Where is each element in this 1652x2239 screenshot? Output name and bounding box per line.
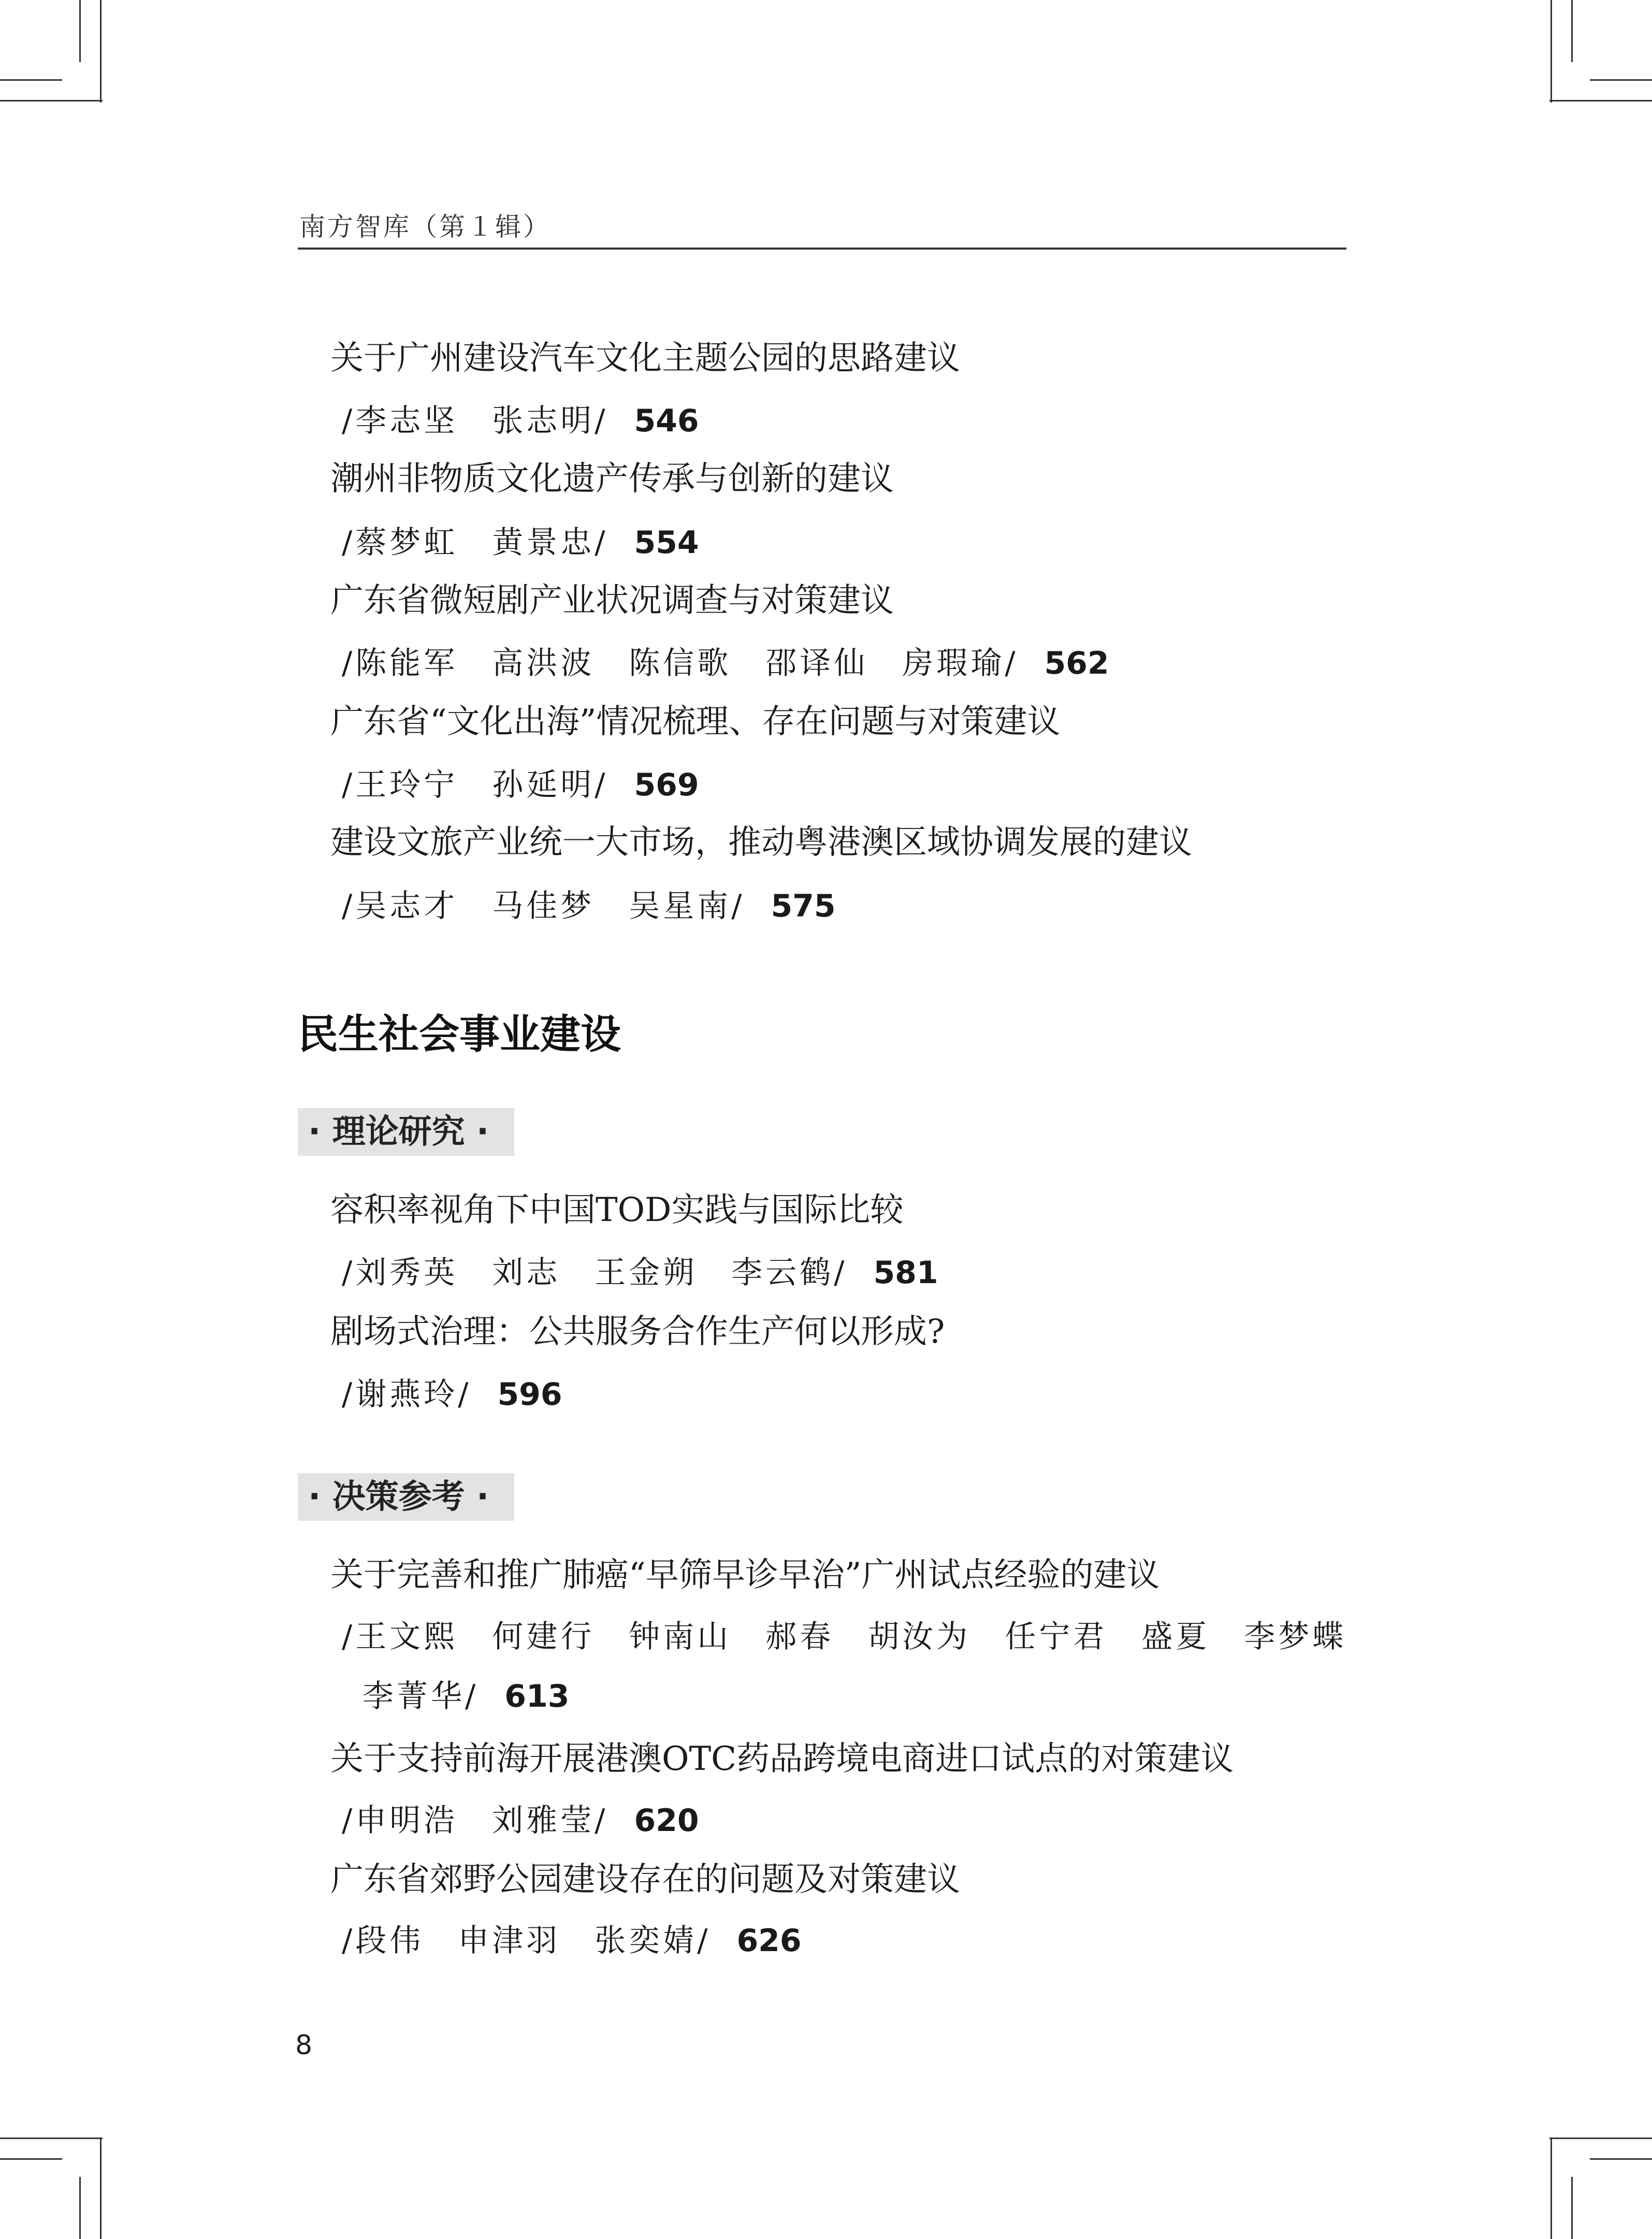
crop-mark-top-left-v [100, 0, 102, 103]
crop-mark-bottom-right-h2 [1590, 2158, 1652, 2160]
toc-entry-authors: /段伟 申津羽 张奕婧/ 626 [342, 1923, 802, 1959]
toc-entry-title[interactable]: 广东省微短剧产业状况调查与对策建议 [330, 581, 894, 620]
crop-mark-bottom-left-v2 [79, 2177, 81, 2239]
toc-page-number: 626 [736, 1923, 802, 1959]
toc-entry-title[interactable]: 关于完善和推广肺癌“早筛早诊早治”广州试点经验的建议 [330, 1556, 1160, 1594]
toc-entry-authors: /陈能军 高洪波 陈信歌 邵译仙 房瑕瑜/ 562 [342, 645, 1109, 681]
toc-entry-authors: /吴志才 马佳梦 吴星南/ 575 [342, 888, 836, 924]
crop-mark-bottom-left-h2 [0, 2158, 62, 2160]
crop-mark-top-left-v2 [79, 0, 81, 62]
toc-entry-title[interactable]: 建设文旅产业统一大市场，推动粤港澳区域协调发展的建议 [330, 823, 1192, 862]
toc-entry-authors: /王玲宁 孙延明/ 569 [342, 767, 699, 803]
toc-page-number: 562 [1044, 645, 1109, 681]
crop-mark-bottom-right-v [1550, 2138, 1552, 2239]
toc-page-number: 546 [634, 403, 699, 439]
subsection-tag-theory: · 理论研究 · [298, 1108, 514, 1156]
toc-entry-authors: /蔡梦虹 黄景忠/ 554 [342, 525, 699, 561]
toc-page-number: 581 [873, 1255, 938, 1291]
page-folio: 8 [295, 2030, 313, 2061]
toc-page-number: 613 [504, 1678, 570, 1714]
toc-entry-authors-continued: 李菁华/ 613 [363, 1678, 570, 1714]
crop-mark-top-right-v [1550, 0, 1552, 103]
crop-mark-bottom-right-v2 [1571, 2177, 1573, 2239]
subsection-tag-policy: · 决策参考 · [298, 1473, 514, 1521]
section-heading: 民生社会事业建设 [298, 1011, 621, 1058]
toc-entry-authors: /王文熙 何建行 钟南山 郝春 胡汝为 任宁君 盛夏 李梦蝶 [342, 1619, 1347, 1655]
toc-page-number: 569 [634, 767, 699, 803]
crop-mark-top-right-h [1549, 100, 1652, 101]
toc-page-number: 596 [497, 1376, 562, 1413]
toc-entry-title[interactable]: 剧场式治理：公共服务合作生产何以形成? [330, 1313, 945, 1351]
crop-mark-bottom-left-h [0, 2138, 103, 2139]
crop-mark-top-right-v2 [1571, 0, 1573, 62]
toc-entry-title[interactable]: 关于支持前海开展港澳OTC药品跨境电商进口试点的对策建议 [330, 1740, 1234, 1778]
crop-mark-top-left-h2 [0, 79, 62, 81]
running-header: 南方智库（第１辑） [299, 212, 551, 242]
toc-entry-title[interactable]: 广东省郊野公园建设存在的问题及对策建议 [330, 1860, 960, 1899]
toc-entry-title[interactable]: 关于广州建设汽车文化主题公园的思路建议 [330, 339, 960, 377]
toc-page-number: 620 [634, 1802, 699, 1839]
toc-entry-authors: /李志坚 张志明/ 546 [342, 403, 699, 439]
toc-entry-authors: /谢燕玲/ 596 [342, 1376, 562, 1413]
toc-entry-title[interactable]: 容积率视角下中国TOD实践与国际比较 [330, 1191, 904, 1229]
toc-entry-title[interactable]: 潮州非物质文化遗产传承与创新的建议 [330, 460, 894, 498]
crop-mark-top-left-h [0, 100, 103, 101]
crop-mark-bottom-left-v [100, 2138, 102, 2239]
crop-mark-bottom-right-h [1549, 2138, 1652, 2139]
header-rule [298, 248, 1346, 250]
toc-entry-title[interactable]: 广东省“文化出海”情况梳理、存在问题与对策建议 [330, 703, 1061, 741]
crop-mark-top-right-h2 [1590, 79, 1652, 81]
toc-page-number: 575 [771, 888, 836, 924]
toc-entry-authors: /申明浩 刘雅莹/ 620 [342, 1802, 699, 1839]
toc-entry-authors: /刘秀英 刘志 王金朔 李云鹤/ 581 [342, 1255, 938, 1291]
toc-page-number: 554 [634, 525, 699, 561]
